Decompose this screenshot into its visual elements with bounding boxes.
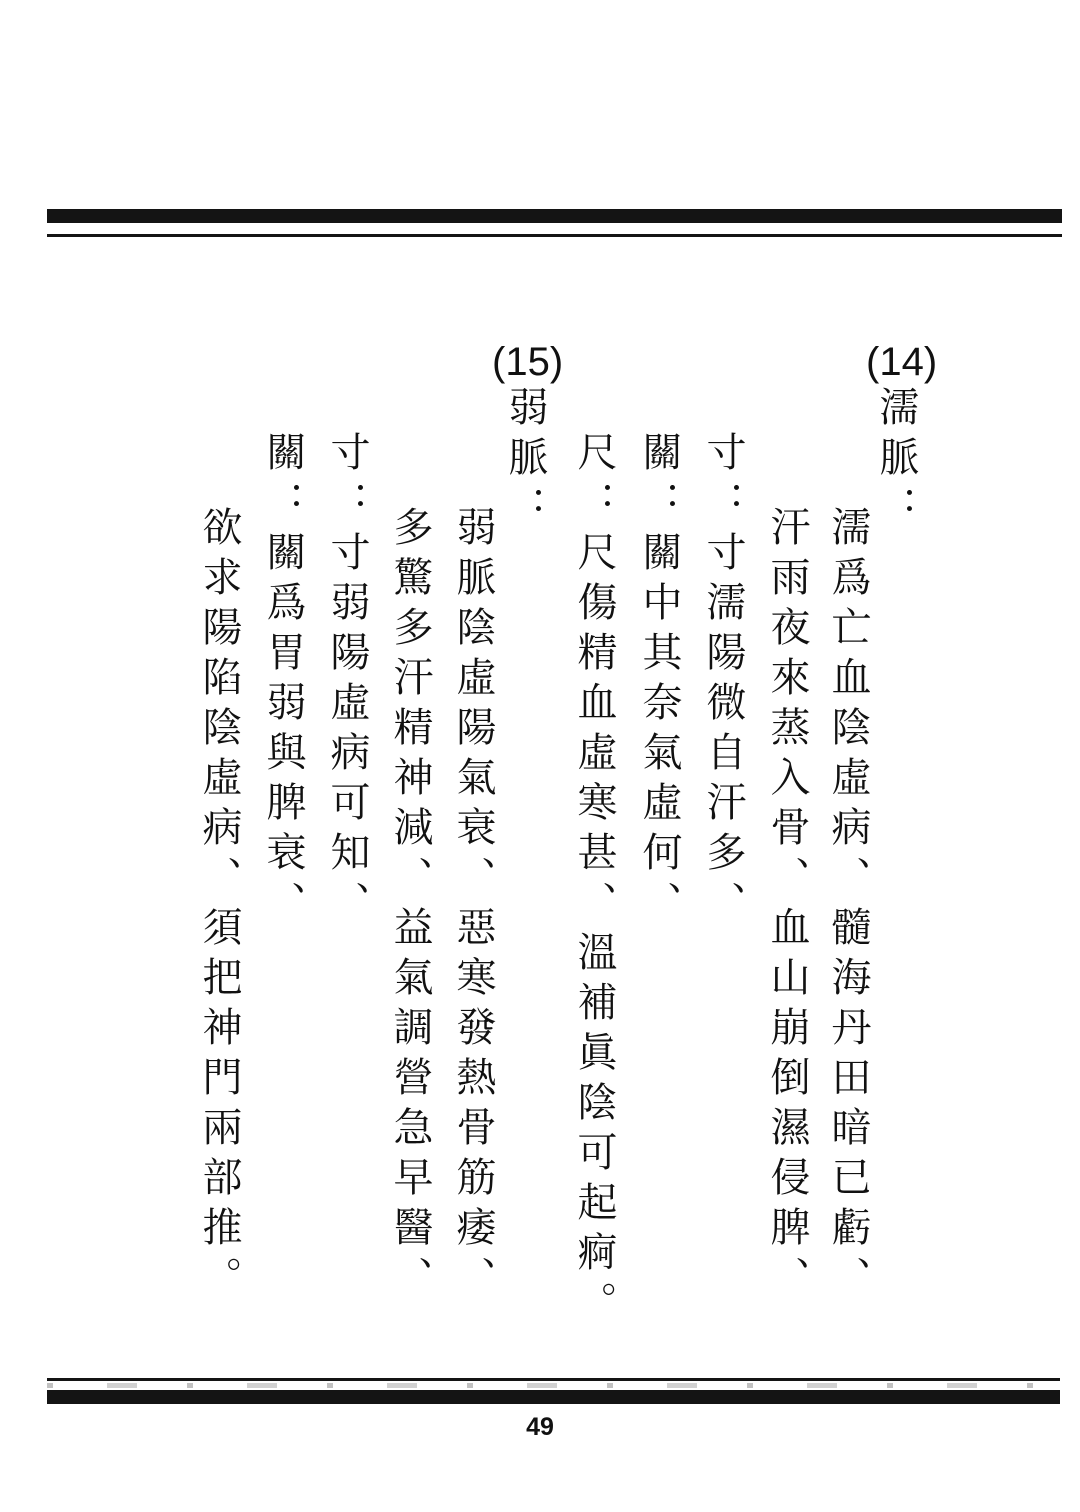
bottom-scan-specks	[47, 1383, 1060, 1388]
section-15-title: 弱脈：	[502, 386, 548, 536]
section-15-guan: 關：關爲胃弱與脾衰、	[260, 431, 306, 931]
section-14-guan: 關：關中其奈氣虛何、	[636, 431, 682, 931]
section-15-closing: 欲求陽陷陰虛病、須把神門兩部推。	[196, 506, 242, 1306]
section-14-number: (14)	[866, 340, 938, 384]
bottom-thick-rule	[47, 1390, 1060, 1404]
bottom-thin-rule	[47, 1378, 1060, 1381]
section-14-line-2: 汗雨夜來蒸入骨、血山崩倒濕侵脾、	[764, 506, 810, 1306]
page-number: 49	[526, 1413, 554, 1441]
top-thick-rule	[47, 209, 1062, 223]
section-14-line-1: 濡爲亡血陰虛病、髓海丹田暗已虧、	[825, 506, 871, 1306]
top-thin-rule	[47, 234, 1062, 237]
section-15-line-1: 弱脈陰虛陽氣衰、惡寒發熱骨筋痿、	[450, 506, 496, 1306]
section-15-line-2: 多驚多汗精神減、益氣調營急早醫、	[387, 506, 433, 1306]
section-14-chi: 尺：尺傷精血虛寒甚、溫補眞陰可起痾。	[571, 431, 617, 1331]
section-15-number: (15)	[492, 340, 564, 384]
section-15-cun: 寸：寸弱陽虛病可知、	[324, 431, 370, 931]
section-14-title: 濡脈：	[873, 386, 919, 536]
section-14-cun: 寸：寸濡陽微自汗多、	[700, 431, 746, 931]
